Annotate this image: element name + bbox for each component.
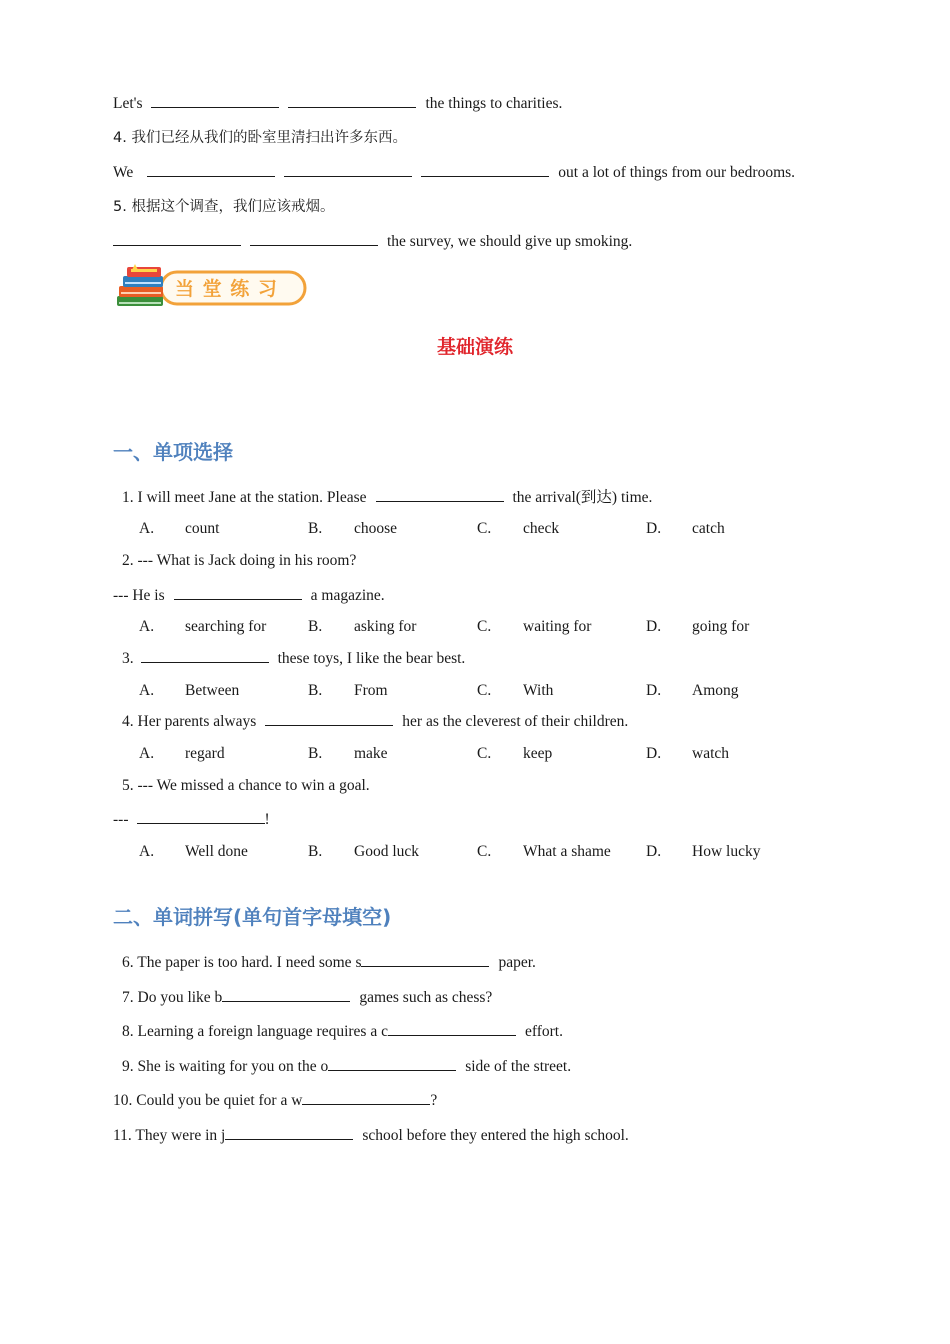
blank[interactable] <box>141 648 269 663</box>
banner-label: 当 堂 练 习 <box>175 278 278 300</box>
option-a[interactable]: A. Well done <box>139 843 248 860</box>
question-9: 9. She is waiting for you on the o side of the street. <box>122 1058 572 1075</box>
option-a[interactable]: A. regard <box>139 745 225 762</box>
option-c[interactable]: C. check <box>477 520 560 537</box>
part1-heading: 一、单项选择 <box>113 440 233 464</box>
sentence-4-chinese: 4. 我们已经从我们的卧室里清扫出许多东西。 <box>113 130 407 146</box>
sentence-3-english: Let's the things to charities. <box>113 95 563 112</box>
question-10: 10. Could you be quiet for a w ? <box>113 1092 438 1109</box>
option-c[interactable]: C. waiting for <box>477 618 592 635</box>
question-2-prompt: 2. --- What is Jack doing in his room? <box>122 552 357 569</box>
question-2-answer: --- He is a magazine. <box>113 587 385 604</box>
blank[interactable] <box>376 487 504 502</box>
blank[interactable] <box>265 711 393 726</box>
sentence-5-chinese: 5. 根据这个调查，我们应该戒烟。 <box>113 199 335 215</box>
blank[interactable] <box>388 1021 516 1036</box>
option-d[interactable]: D. going for <box>646 618 750 635</box>
option-c[interactable]: C. keep <box>477 745 553 762</box>
option-b[interactable]: B. Good luck <box>308 843 420 860</box>
option-d[interactable]: D. Among <box>646 682 739 699</box>
option-d[interactable]: D. How lucky <box>646 843 761 860</box>
blank[interactable] <box>222 987 350 1002</box>
option-b[interactable]: B. From <box>308 682 388 699</box>
question-4: 4. Her parents always her as the cleverest of their children. <box>122 713 629 730</box>
blank[interactable] <box>113 231 241 246</box>
option-b[interactable]: B. asking for <box>308 618 417 635</box>
option-a[interactable]: A. Between <box>139 682 240 699</box>
section-title: 基础演练 <box>436 336 513 358</box>
blank[interactable] <box>147 162 275 177</box>
question-3: 3. these toys, I like the bear best. <box>122 650 466 667</box>
question-5-answer: --- ! <box>113 811 270 828</box>
option-c[interactable]: C. What a shame <box>477 843 611 860</box>
question-5-prompt: 5. --- We missed a chance to win a goal. <box>122 777 370 794</box>
question-7: 7. Do you like b games such as chess? <box>122 989 493 1006</box>
blank[interactable] <box>174 585 302 600</box>
blank[interactable] <box>151 93 279 108</box>
blank[interactable] <box>225 1125 353 1140</box>
sentence-5-english: the survey, we should give up smoking. <box>113 231 632 253</box>
blank[interactable] <box>284 162 412 177</box>
practice-banner <box>113 264 311 314</box>
part2-heading: 二、单词拼写(单句首字母填空) <box>113 905 392 929</box>
option-b[interactable]: B. choose <box>308 520 398 537</box>
blank[interactable] <box>137 809 265 824</box>
question-6: 6. The paper is too hard. I need some s paper. <box>122 954 536 971</box>
option-a[interactable]: A. count <box>139 520 220 537</box>
blank[interactable] <box>302 1090 430 1105</box>
sentence-4-english: We out a lot of things from our bedrooms. <box>113 164 796 181</box>
option-d[interactable]: D. watch <box>646 745 730 762</box>
option-a[interactable]: A. searching for <box>139 618 267 635</box>
option-c[interactable]: C. With <box>477 682 554 699</box>
blank[interactable] <box>250 231 378 246</box>
blank[interactable] <box>328 1056 456 1071</box>
option-d[interactable]: D. catch <box>646 520 725 537</box>
option-b[interactable]: B. make <box>308 745 388 762</box>
blank[interactable] <box>361 952 489 967</box>
question-11: 11. They were in j school before they entered the high school. <box>113 1127 629 1144</box>
blank[interactable] <box>421 162 549 177</box>
blank[interactable] <box>288 93 416 108</box>
question-8: 8. Learning a foreign language requires a c effort. <box>122 1023 563 1040</box>
question-1: 1. I will meet Jane at the station. Please the arrival(到达) time. <box>122 489 653 506</box>
